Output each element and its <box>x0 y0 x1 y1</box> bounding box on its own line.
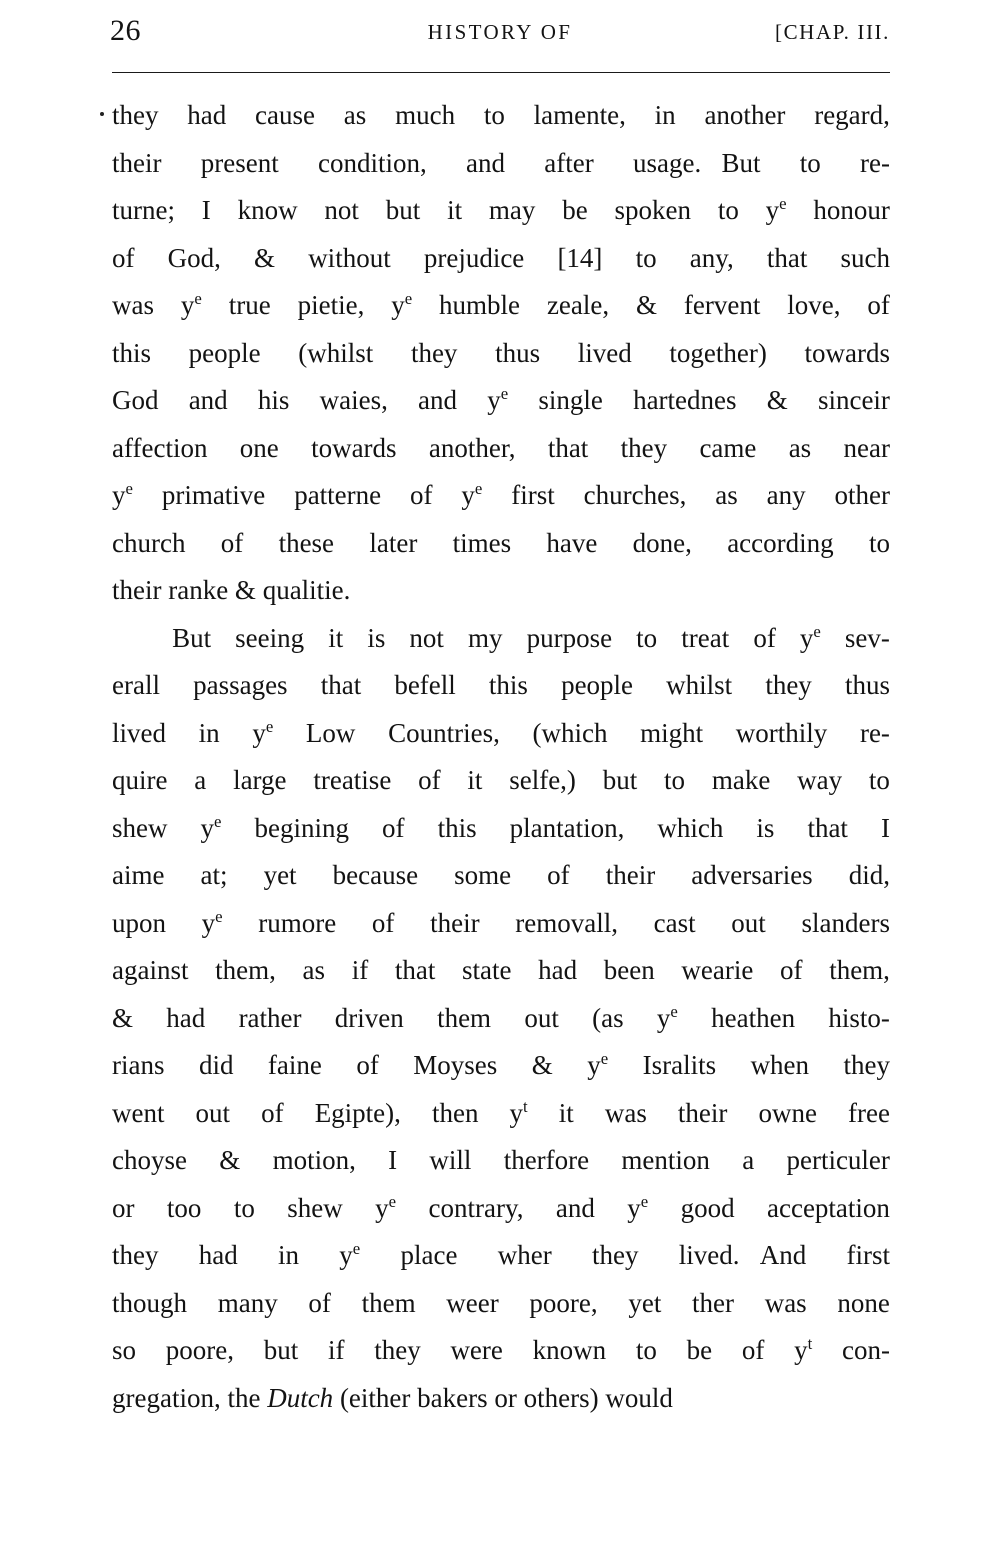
word: might <box>640 717 704 748</box>
word: $y^e$ <box>375 1191 397 1223</box>
word: $y^e$ <box>112 479 133 510</box>
word: they <box>410 337 458 368</box>
word: erall <box>112 670 160 700</box>
word: zeale, <box>546 290 610 320</box>
word: may <box>488 195 536 225</box>
word: churches, <box>583 480 687 510</box>
word: & <box>636 290 658 320</box>
word: Low <box>305 717 356 748</box>
word: was <box>112 290 154 320</box>
text-line <box>112 1232 890 1280</box>
word: prejudice <box>423 242 525 273</box>
word: begining <box>254 812 349 843</box>
word: if <box>351 955 369 985</box>
word: regard, <box>814 100 890 130</box>
word: it <box>467 765 483 795</box>
word: But <box>172 622 212 653</box>
word: good <box>680 1192 735 1223</box>
text-line <box>112 472 890 520</box>
text-line <box>112 662 890 710</box>
word: to <box>233 1192 255 1223</box>
word: they <box>112 1240 159 1270</box>
word: rians <box>112 1050 165 1080</box>
word: that <box>394 955 436 985</box>
word: turne; <box>112 195 175 225</box>
word: owne <box>758 1097 817 1128</box>
word: Isralits <box>642 1050 717 1080</box>
word: first <box>846 1240 890 1270</box>
word: $y^e$ <box>656 1001 678 1033</box>
word: aime <box>112 860 165 890</box>
marginal-dot <box>100 112 104 116</box>
word: came <box>699 432 757 463</box>
word: treat <box>681 622 730 653</box>
word: of <box>382 812 405 843</box>
word: (as <box>592 1002 624 1033</box>
word: state <box>462 955 512 985</box>
word: hartednes <box>633 385 737 415</box>
word: [14] <box>557 242 603 273</box>
word: but <box>263 1335 299 1365</box>
word: and <box>555 1192 595 1223</box>
word: to <box>483 100 505 130</box>
word: out <box>195 1097 231 1128</box>
word: make <box>711 765 771 795</box>
word: removall, <box>515 907 618 938</box>
word: place <box>400 1240 458 1270</box>
word: befell <box>394 670 456 700</box>
word: people <box>188 337 261 368</box>
header-rule <box>112 72 890 73</box>
text-line <box>112 615 890 663</box>
word: choyse <box>112 1145 187 1175</box>
word: mention <box>621 1145 710 1175</box>
word: had <box>538 955 578 985</box>
word: according <box>727 527 834 558</box>
word: & <box>112 1002 134 1033</box>
word: $y^t$ <box>509 1096 528 1128</box>
word: to <box>635 1335 657 1365</box>
word: (which <box>532 717 608 748</box>
word: them, <box>829 955 890 985</box>
word: was <box>764 1287 807 1318</box>
word: I <box>201 195 211 225</box>
word: weer <box>446 1287 499 1318</box>
word: some <box>454 860 512 890</box>
text-line <box>112 282 890 330</box>
text-line <box>112 1042 890 1090</box>
word: $y^e$ <box>201 906 223 938</box>
word: affection <box>112 432 208 463</box>
word: lived <box>112 717 166 748</box>
word: $y^e$ <box>339 1239 361 1270</box>
word: towards <box>804 337 890 368</box>
word: of <box>112 242 135 273</box>
word: of <box>780 955 803 985</box>
word: single <box>538 385 603 415</box>
word: quire <box>112 765 168 795</box>
word: re- <box>860 147 890 178</box>
word: ther <box>692 1287 735 1318</box>
word: in <box>654 100 676 130</box>
word: it <box>328 622 344 653</box>
word: yet <box>263 860 297 890</box>
word: & <box>219 1145 241 1175</box>
word: as <box>788 432 812 463</box>
word: in <box>278 1240 300 1270</box>
text-line <box>112 1185 890 1233</box>
word: they <box>112 100 159 130</box>
word: them, <box>215 955 276 985</box>
word: $y^e$ <box>487 384 509 415</box>
word: $y^e$ <box>252 716 274 748</box>
word: motion, <box>272 1145 356 1175</box>
word: slanders <box>801 907 890 938</box>
word: were <box>450 1335 503 1365</box>
text-line <box>112 1137 890 1185</box>
word: of <box>753 622 776 653</box>
word: primative <box>161 480 266 510</box>
word: I <box>880 812 890 843</box>
text-line <box>112 1375 890 1423</box>
word: together) <box>669 337 767 368</box>
word: then <box>431 1097 479 1128</box>
word: sinceir <box>817 385 890 415</box>
running-head <box>110 14 890 56</box>
word: rather <box>238 1002 302 1033</box>
text-line <box>112 757 890 805</box>
word: selfe,) <box>509 765 576 795</box>
word: honour <box>813 195 890 225</box>
word: to <box>664 765 686 795</box>
word: $y^e$ <box>200 811 222 843</box>
word: way <box>797 765 843 795</box>
word: Countries, <box>388 717 500 748</box>
word: to <box>868 527 890 558</box>
word: $y^e$ <box>799 621 821 653</box>
word: heathen <box>711 1002 796 1033</box>
text-line <box>112 900 890 948</box>
word: of <box>867 290 890 320</box>
text-line <box>112 995 890 1043</box>
word: wher <box>497 1240 552 1270</box>
word: his <box>257 385 290 415</box>
word: of <box>308 1287 331 1318</box>
word: did <box>198 1050 234 1080</box>
word: of <box>741 1335 765 1365</box>
word: therfore <box>503 1145 590 1175</box>
text-line <box>112 567 890 615</box>
word: any, <box>689 242 734 273</box>
body-text <box>112 92 890 1422</box>
word: as <box>715 480 738 510</box>
word: love, <box>787 290 841 320</box>
word: of <box>547 860 570 890</box>
word: $y^t$ <box>794 1334 813 1365</box>
word: pietie, <box>297 290 365 320</box>
word: any <box>766 480 806 510</box>
word: re- <box>859 717 890 748</box>
word: other <box>834 480 890 510</box>
word: yet <box>628 1287 662 1318</box>
word: had <box>166 1002 206 1033</box>
word: at; <box>200 860 228 890</box>
word: such <box>840 242 890 273</box>
word: $y^e$ <box>587 1049 609 1080</box>
word: but <box>385 195 421 225</box>
word: faine <box>267 1050 322 1080</box>
word: they <box>843 1050 890 1080</box>
word: after <box>544 147 594 178</box>
word: fervent <box>683 290 761 320</box>
word: people <box>561 670 634 700</box>
word: shew <box>112 812 168 843</box>
word: lamente, <box>533 100 626 130</box>
word: of <box>220 527 244 558</box>
text-line <box>112 1280 890 1328</box>
word: towards <box>311 432 397 463</box>
word: lived. And <box>678 1240 807 1270</box>
text-line <box>112 235 890 283</box>
word: had <box>198 1240 238 1270</box>
text-line <box>112 710 890 758</box>
chapter-marker: [CHAP. III. <box>774 20 890 44</box>
word: God <box>112 385 159 415</box>
word: much <box>395 100 456 130</box>
word: spoken <box>614 195 692 225</box>
word: their ranke & qualitie. <box>112 575 351 605</box>
word: too <box>166 1192 202 1223</box>
word: done, <box>632 527 692 558</box>
text-line <box>112 852 890 900</box>
word: cause <box>255 100 316 130</box>
word: a <box>742 1145 755 1175</box>
text-line <box>112 140 890 188</box>
word: be <box>562 195 588 225</box>
word: be <box>686 1335 713 1365</box>
word: because <box>332 860 419 890</box>
word: lived <box>577 337 632 368</box>
word: to <box>635 242 657 273</box>
word: in <box>198 717 220 748</box>
word: large <box>233 765 287 795</box>
word: (whilst <box>298 337 374 368</box>
word: these <box>278 527 335 558</box>
word: it <box>447 195 463 225</box>
word: adversaries <box>691 860 813 890</box>
word: another, <box>428 432 516 463</box>
word: Egipte), <box>314 1097 401 1128</box>
text-line <box>112 520 890 568</box>
word: my <box>468 622 503 653</box>
word: did, <box>848 860 890 890</box>
word: a <box>194 765 207 795</box>
word: perticuler <box>786 1145 890 1175</box>
word: & <box>531 1050 553 1080</box>
word: Moyses <box>413 1050 498 1080</box>
word: this <box>112 337 152 368</box>
word: as <box>302 955 326 985</box>
word: another <box>704 100 786 130</box>
word: known <box>532 1335 607 1365</box>
word: wearie <box>681 955 754 985</box>
word: driven <box>334 1002 404 1033</box>
word: God, <box>167 242 221 273</box>
word: histo- <box>828 1002 890 1033</box>
word: passages <box>193 670 288 700</box>
text-line <box>112 92 890 140</box>
text-line <box>112 1327 890 1375</box>
word: sev- <box>844 622 890 653</box>
word: know <box>237 195 298 225</box>
word: and <box>418 385 458 415</box>
word: upon <box>112 907 166 938</box>
word: free <box>848 1097 890 1128</box>
word: they <box>620 432 668 463</box>
word: poore, <box>529 1287 598 1318</box>
word: that <box>547 432 589 463</box>
word: plantation, <box>509 812 625 843</box>
text-line <box>112 425 890 473</box>
word: will <box>429 1145 472 1175</box>
word: whilst <box>666 670 733 700</box>
word: that <box>807 812 848 843</box>
word: to <box>636 622 658 653</box>
word: church <box>112 527 186 558</box>
text-line <box>112 805 890 853</box>
word: had <box>187 100 227 130</box>
word: which <box>657 812 724 843</box>
word: or <box>112 1192 135 1223</box>
word: so <box>112 1335 137 1365</box>
word: they <box>374 1335 421 1365</box>
word: shew <box>287 1192 343 1223</box>
word: that <box>766 242 808 273</box>
word: acceptation <box>767 1192 890 1223</box>
word: present <box>200 147 279 178</box>
word: but <box>602 765 638 795</box>
word: their <box>677 1097 728 1128</box>
page-number: 26 <box>110 14 141 47</box>
word: out <box>731 907 766 938</box>
word: poore, <box>165 1335 234 1365</box>
word: thus <box>844 670 890 700</box>
word: & <box>766 385 788 415</box>
word: of <box>356 1050 379 1080</box>
word: $y^e$ <box>180 289 202 320</box>
word: have <box>546 527 598 558</box>
word: times <box>452 527 512 558</box>
word: their <box>605 860 656 890</box>
word: none <box>837 1287 890 1318</box>
word: when <box>750 1050 810 1080</box>
word: $y^e$ <box>461 479 483 510</box>
word: this <box>488 670 528 700</box>
word: out <box>524 1002 559 1033</box>
text-line <box>112 187 890 235</box>
word: $y^e$ <box>627 1191 649 1223</box>
word: is <box>756 812 775 843</box>
word: seeing <box>235 622 305 653</box>
word: worthily <box>735 717 828 748</box>
word: that <box>320 670 362 700</box>
word: not <box>324 195 359 225</box>
word: of <box>261 1097 284 1128</box>
word: I <box>388 1145 398 1175</box>
word: of <box>371 907 395 938</box>
word: condition, <box>317 147 427 178</box>
word: purpose <box>526 622 613 653</box>
word: treatise <box>313 765 392 795</box>
word: contrary, <box>428 1192 524 1223</box>
word: and <box>188 385 228 415</box>
word: near <box>843 432 890 463</box>
word: against <box>112 955 189 985</box>
word: is <box>367 622 386 653</box>
word: & <box>254 242 276 273</box>
word: $y^e$ <box>391 289 413 320</box>
word: thus <box>495 337 541 368</box>
word: to <box>868 765 890 795</box>
word: cast <box>653 907 696 938</box>
word: usage. But <box>632 147 761 178</box>
word: as <box>343 100 367 130</box>
text-line <box>112 377 890 425</box>
word: true <box>228 290 271 320</box>
text-line <box>112 330 890 378</box>
word: gregation, the Dutch (either bakers or others) would <box>112 1382 673 1413</box>
word: their <box>430 907 480 938</box>
text-line <box>112 1090 890 1138</box>
word: of <box>410 480 433 510</box>
word: to <box>717 195 739 225</box>
word: patterne <box>294 480 382 510</box>
word: one <box>239 432 279 463</box>
word: was <box>604 1097 647 1128</box>
word: first <box>511 480 555 510</box>
word: their <box>112 147 162 178</box>
word: of <box>418 765 441 795</box>
word: this <box>437 812 477 843</box>
word: they <box>765 670 812 700</box>
word: many <box>217 1287 278 1318</box>
word: not <box>409 622 444 653</box>
word: it <box>558 1097 574 1128</box>
word: con- <box>841 1335 890 1365</box>
word: without <box>308 242 391 273</box>
word: to <box>799 147 821 178</box>
word: later <box>369 527 418 558</box>
word: went <box>112 1097 165 1128</box>
word: rumore <box>258 907 337 938</box>
word: and <box>466 147 505 178</box>
text-line <box>112 947 890 995</box>
word: them <box>361 1287 416 1318</box>
word: been <box>603 955 655 985</box>
word: $y^e$ <box>765 194 787 225</box>
word: if <box>327 1335 345 1365</box>
running-title: HISTORY OF <box>427 20 573 44</box>
word: them <box>437 1002 492 1033</box>
word: humble <box>439 290 521 320</box>
word: they <box>591 1240 639 1270</box>
word: though <box>112 1287 188 1318</box>
word: waies, <box>319 385 388 415</box>
